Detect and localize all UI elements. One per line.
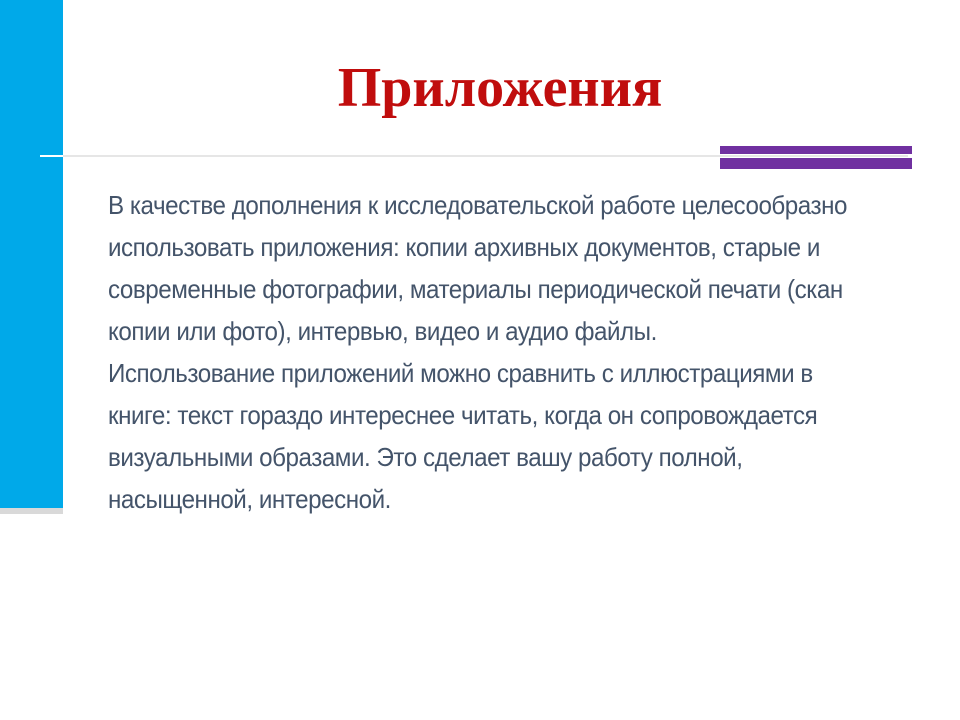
left-accent-bar-shadow: [0, 508, 63, 514]
body-text-line: копии или фото), интервью, видео и аудио файлы.: [108, 316, 657, 346]
body-text-line: книге: текст гораздо интереснее читать, когда он сопровождается: [108, 400, 818, 430]
body-text-line: визуальными образами. Это сделает вашу работу полной,: [108, 442, 743, 472]
title-separator-line-over-bar: [40, 155, 63, 157]
body-text-line: В качестве дополнения к исследовательской работе целесообразно: [108, 190, 848, 220]
slide-body-text: [108, 184, 899, 520]
purple-accent-bar-top: [720, 146, 912, 154]
purple-accent-bar-bottom: [720, 158, 912, 169]
body-text-line: использовать приложения: копии архивных документов, старые и: [108, 232, 820, 262]
slide-title: Приложения: [337, 57, 663, 119]
title-separator-line: [63, 155, 908, 157]
body-text-line: насыщенной, интересной.: [108, 484, 391, 514]
body-text-line: Использование приложений можно сравнить с иллюстрациями в: [108, 358, 813, 388]
body-text-line: современные фотографии, материалы периодической печати (скан: [108, 274, 843, 304]
